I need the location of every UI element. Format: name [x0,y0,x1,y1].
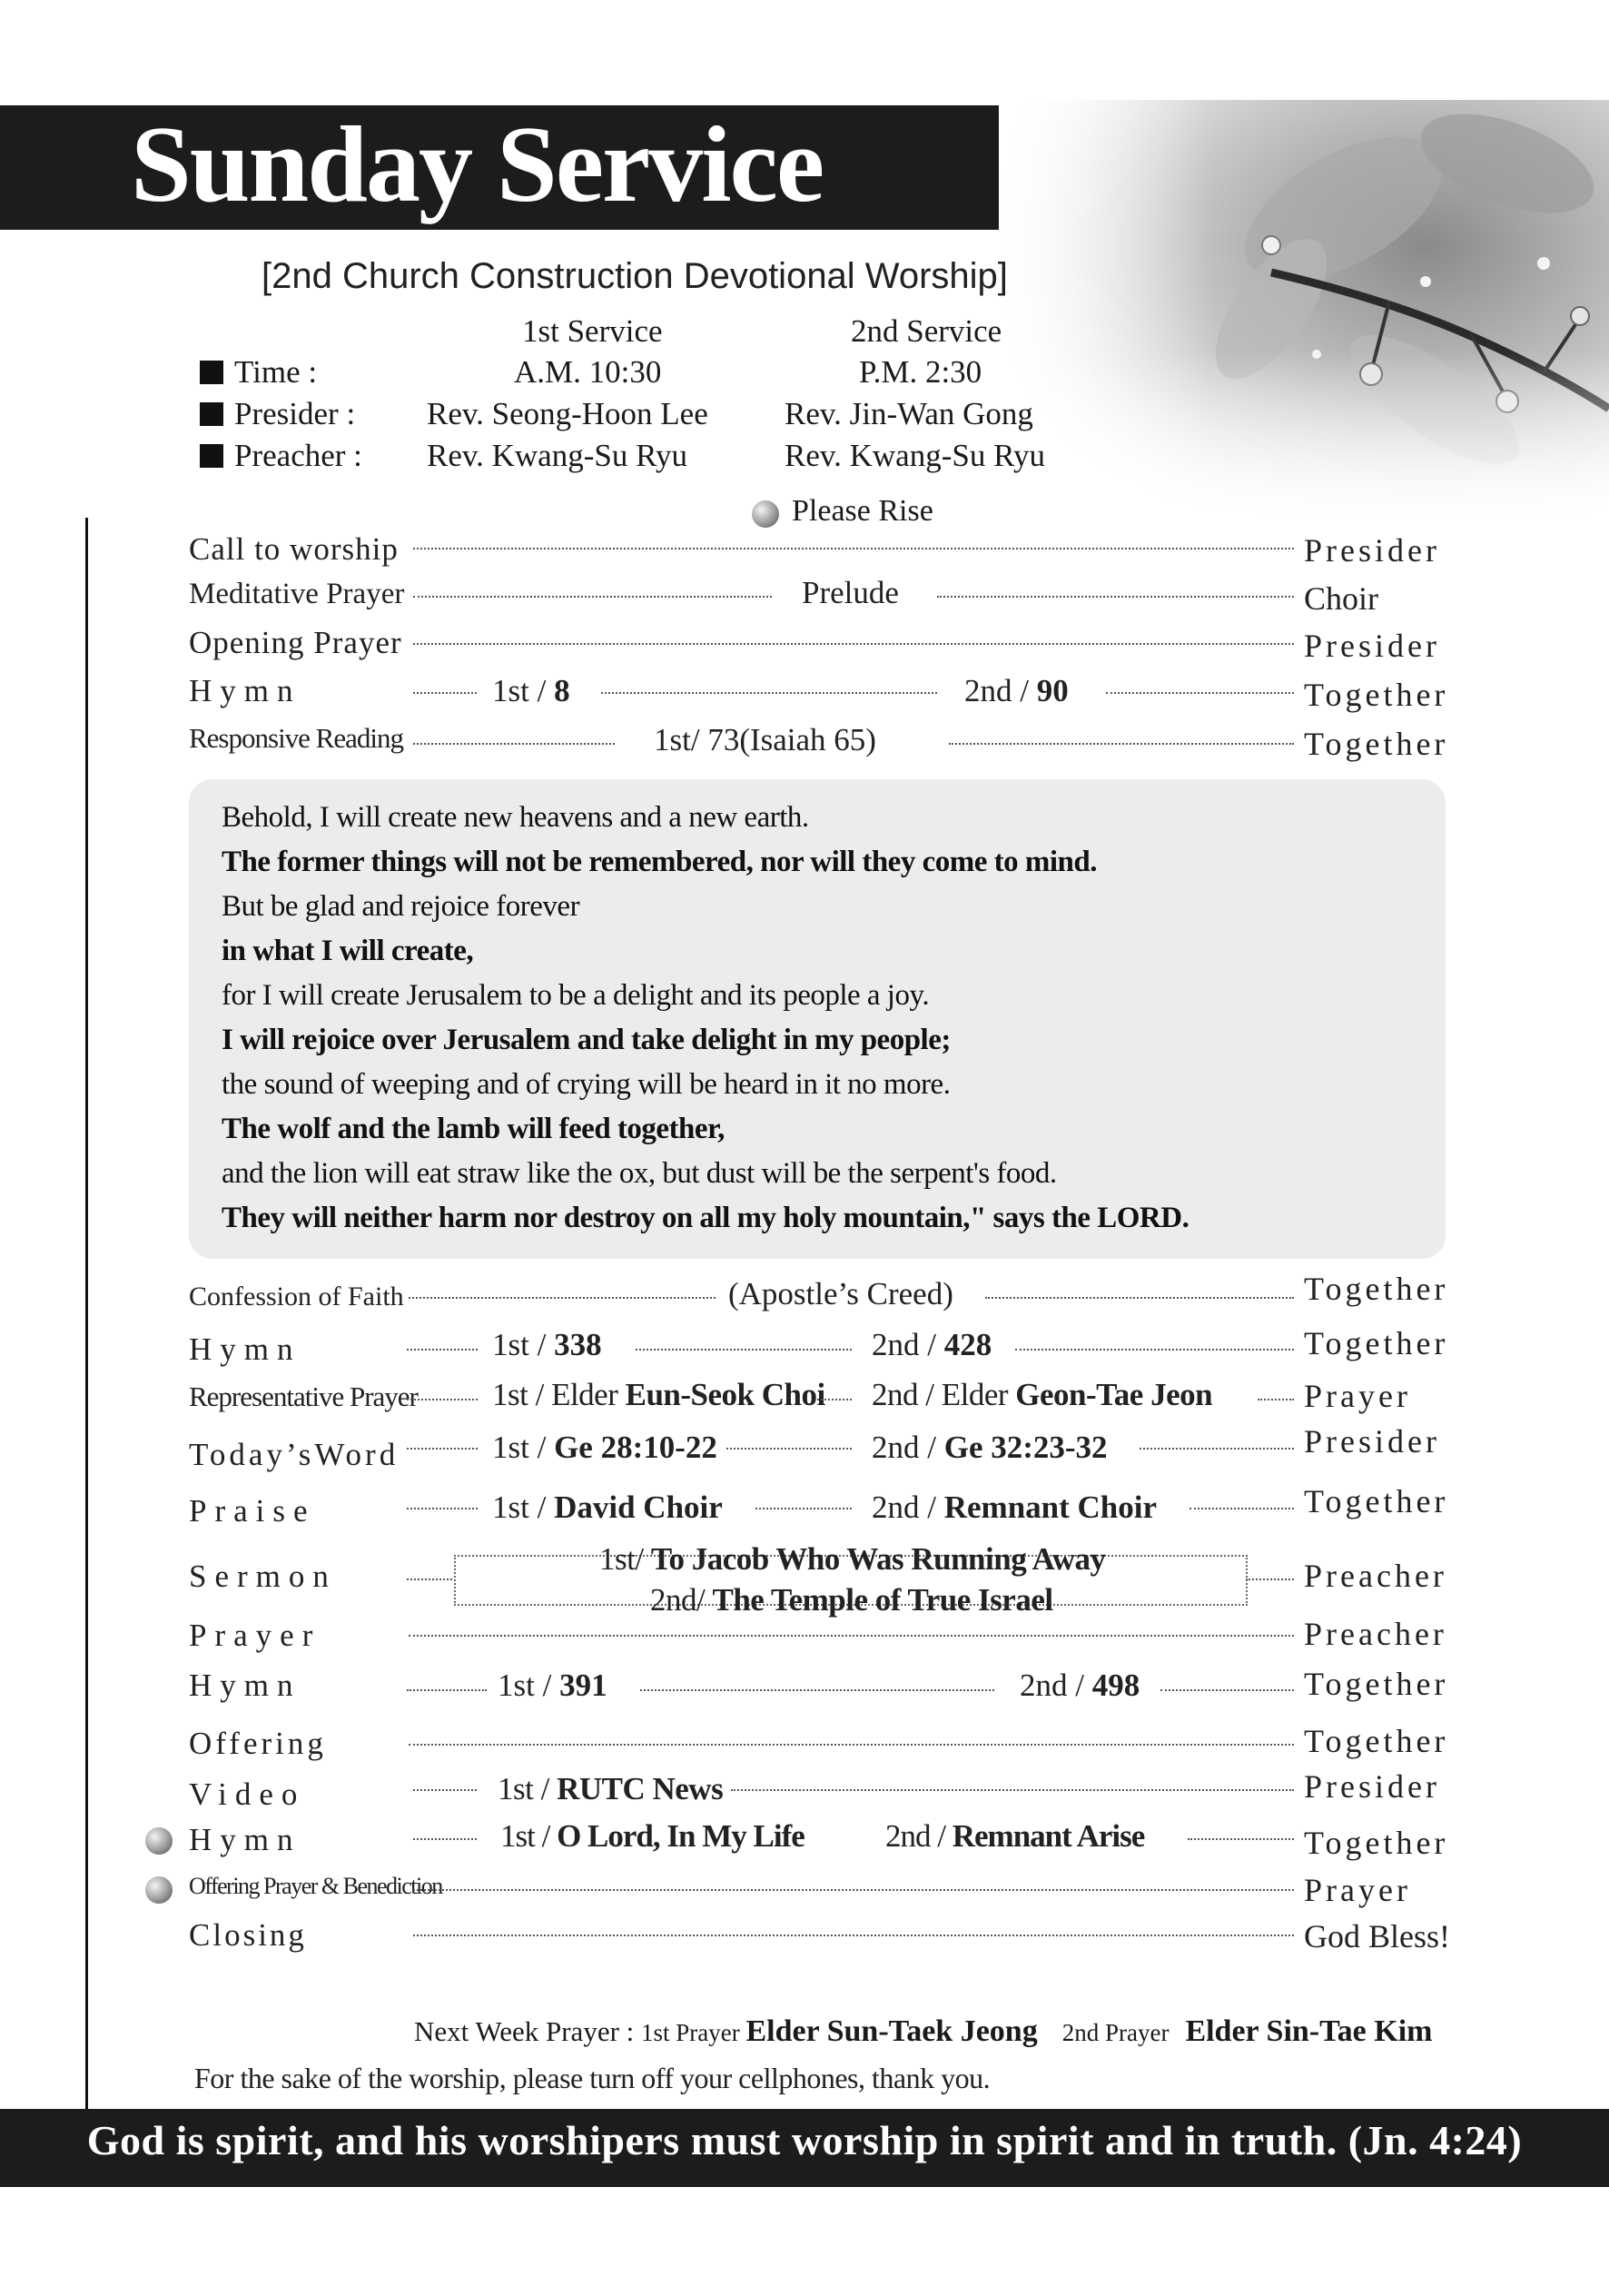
rise-ball-icon [752,500,779,528]
time-second: P.M. 2:30 [859,354,982,390]
order-label-opening: Opening Prayer [189,625,402,660]
order-label-prayer: Prayer [189,1618,321,1653]
scripture-line: But be glad and rejoice forever [222,890,580,923]
order-label-call: Call to worship [189,531,399,567]
leader-dots [413,643,1294,645]
order-label-praise: Praise [189,1493,316,1529]
scripture-line: I will rejoice over Jerusalem and take delight in my people; [222,1024,951,1056]
scripture-line: the sound of weeping and of crying will be heard in it no more. [222,1068,951,1101]
scripture-line: The former things will not be remembered, nor will they come to mind. [222,846,1097,878]
order-role-praise: Together [1304,1483,1449,1519]
order-label-representative: Representative Prayer [189,1381,418,1412]
cellphone-notice: For the sake of the worship, please turn off your cellphones, thank you. [194,2062,991,2094]
leader-dots [817,1399,852,1400]
sermon-second: 2nd/ The Temple of True Israel [650,1582,1053,1618]
footer-verse: God is spirit, and his worshipers must worship in spirit and in truth. (Jn. 4:24) [86,2117,1523,2163]
order-role-video: Presider [1304,1768,1440,1805]
leader-dots [413,1838,477,1840]
order-role-prayer: Preacher [1304,1616,1447,1652]
preacher-second: Rev. Kwang-Su Ryu [785,438,1046,473]
representative-first: 1st / Elder Eun-Seok Choi [492,1377,825,1412]
order-role-closing: God Bless! [1304,1918,1450,1955]
preacher-label: Preacher : [200,438,362,474]
leader-dots [1106,692,1294,694]
video-first: 1st / RUTC News [498,1771,724,1806]
order-label-hymn: Hymn [189,1331,301,1367]
order-label-confession: Confession of Faith [189,1282,404,1311]
order-label-meditative: Meditative Prayer [189,578,405,610]
scripture-line: for I will create Jerusalem to be a delight and its people a joy. [222,979,930,1012]
order-role-hymn4: Together [1304,1825,1449,1861]
rise-ball-icon [145,1827,173,1855]
bullet-square-icon [200,444,223,468]
leader-dots [1160,1689,1294,1691]
leader-dots [407,1508,478,1509]
leader-dots [1246,1578,1294,1580]
leader-dots [413,1935,1294,1936]
order-mid-responsive: 1st/ 73(Isaiah 65) [654,722,876,757]
leader-dots [413,743,615,745]
leader-dots [1140,1448,1294,1450]
order-role-meditative: Choir [1304,580,1379,617]
leader-dots [413,596,772,598]
scripture-line: The wolf and the lamb will feed together, [222,1113,725,1145]
scripture-line: Behold, I will create new heavens and a new earth. [222,801,809,834]
leader-dots [601,692,937,694]
leader-dots [413,692,477,694]
hymn1-first: 1st / 8 [492,673,570,708]
order-role-call: Presider [1304,532,1440,569]
preacher-first: Rev. Kwang-Su Ryu [427,438,688,473]
representative-second: 2nd / Elder Geon-Tae Jeon [872,1377,1213,1412]
order-mid-meditative: Prelude [802,575,899,610]
order-label-video: Video [189,1776,306,1812]
order-role-responsive: Together [1304,726,1449,762]
order-role-representative: Prayer [1304,1378,1411,1414]
leader-dots [413,1789,477,1791]
word-first: 1st / Ge 28:10-22 [492,1430,717,1465]
scripture-line: in what I will create, [222,935,474,967]
leader-dots [1189,1508,1294,1509]
subtitle: [2nd Church Construction Devotional Worship] [262,256,1008,296]
order-label-hymn: Hymn [189,673,301,708]
hymn1-second: 2nd / 90 [964,673,1069,708]
leader-dots [413,1889,1294,1891]
leader-dots [640,1689,994,1691]
bullet-square-icon [200,402,223,426]
praise-second: 2nd / Remnant Choir [872,1489,1158,1525]
order-role-hymn1: Together [1304,677,1449,713]
order-label-word: Today’sWord [189,1437,400,1472]
second-service-header: 2nd Service [851,313,1002,349]
leader-dots [1015,1349,1294,1351]
hymn3-first: 1st / 391 [498,1668,607,1703]
order-role-hymn2: Together [1304,1325,1449,1361]
leader-dots [409,1297,716,1299]
leader-dots [985,1297,1294,1299]
order-label-benediction: Offering Prayer & Benediction [189,1873,442,1899]
leader-dots [413,548,1294,549]
leader-dots [731,1789,1294,1791]
bullet-square-icon [200,361,223,384]
leader-dots [407,1399,478,1400]
please-rise: Please Rise [792,494,933,528]
leader-dots [726,1448,852,1450]
leader-dots [636,1349,852,1351]
sermon-first: 1st/ To Jacob Who Was Running Away [599,1541,1106,1577]
presider-second: Rev. Jin-Wan Gong [785,396,1033,431]
presider-first: Rev. Seong-Hoon Lee [427,396,708,431]
leader-dots [409,1635,1294,1637]
leader-dots [755,1508,852,1509]
leader-dots [407,1689,487,1691]
order-mid-confession: (Apostle’s Creed) [728,1276,953,1311]
praise-first: 1st / David Choir [492,1489,723,1525]
order-role-confession: Together [1304,1271,1449,1307]
order-label-hymn: Hymn [189,1668,301,1703]
leader-dots [407,1448,478,1450]
order-role-hymn3: Together [1304,1666,1449,1702]
scripture-line: and the lion will eat straw like the ox, but dust will be the serpent's food. [222,1157,1057,1190]
order-label-hymn: Hymn [189,1822,301,1857]
first-service-header: 1st Service [522,313,663,349]
order-label-offering: Offering [189,1726,327,1761]
scripture-line: They will neither harm nor destroy on all my holy mountain," says the LORD. [222,1202,1189,1234]
order-role-word: Presider [1304,1423,1440,1460]
order-label-sermon: Sermon [189,1559,337,1594]
left-rule [85,518,88,2109]
rise-ball-icon [145,1876,173,1904]
hymn4-second: 2nd / Remnant Arise [885,1818,1145,1854]
hymn2-second: 2nd / 428 [872,1327,992,1362]
leader-dots [1258,1399,1294,1400]
leader-dots [409,1744,1294,1746]
time-label: Time : [200,354,317,391]
hymn3-second: 2nd / 498 [1020,1668,1140,1703]
leader-dots [1188,1838,1294,1840]
word-second: 2nd / Ge 32:23-32 [872,1430,1108,1465]
next-week-prayer: Next Week Prayer : 1st Prayer Elder Sun-Taek Jeong 2nd Prayer Elder Sin-Tae Kim [414,2014,1433,2048]
order-role-sermon: Preacher [1304,1558,1447,1594]
leader-dots [937,596,1294,598]
leader-dots [949,743,1294,745]
order-role-benediction: Prayer [1304,1872,1411,1908]
page-title: Sunday Service [131,104,824,224]
order-role-offering: Together [1304,1723,1449,1759]
presider-label: Presider : [200,396,355,432]
leader-dots [407,1578,452,1580]
order-role-opening: Presider [1304,628,1440,664]
order-label-closing: Closing [189,1917,307,1953]
hymn2-first: 1st / 338 [492,1327,602,1362]
time-first: A.M. 10:30 [514,354,662,390]
hymn4-first: 1st / O Lord, In My Life [500,1818,804,1854]
order-label-responsive: Responsive Reading [189,722,403,754]
leader-dots [407,1349,478,1351]
flower-photo [999,100,1609,518]
